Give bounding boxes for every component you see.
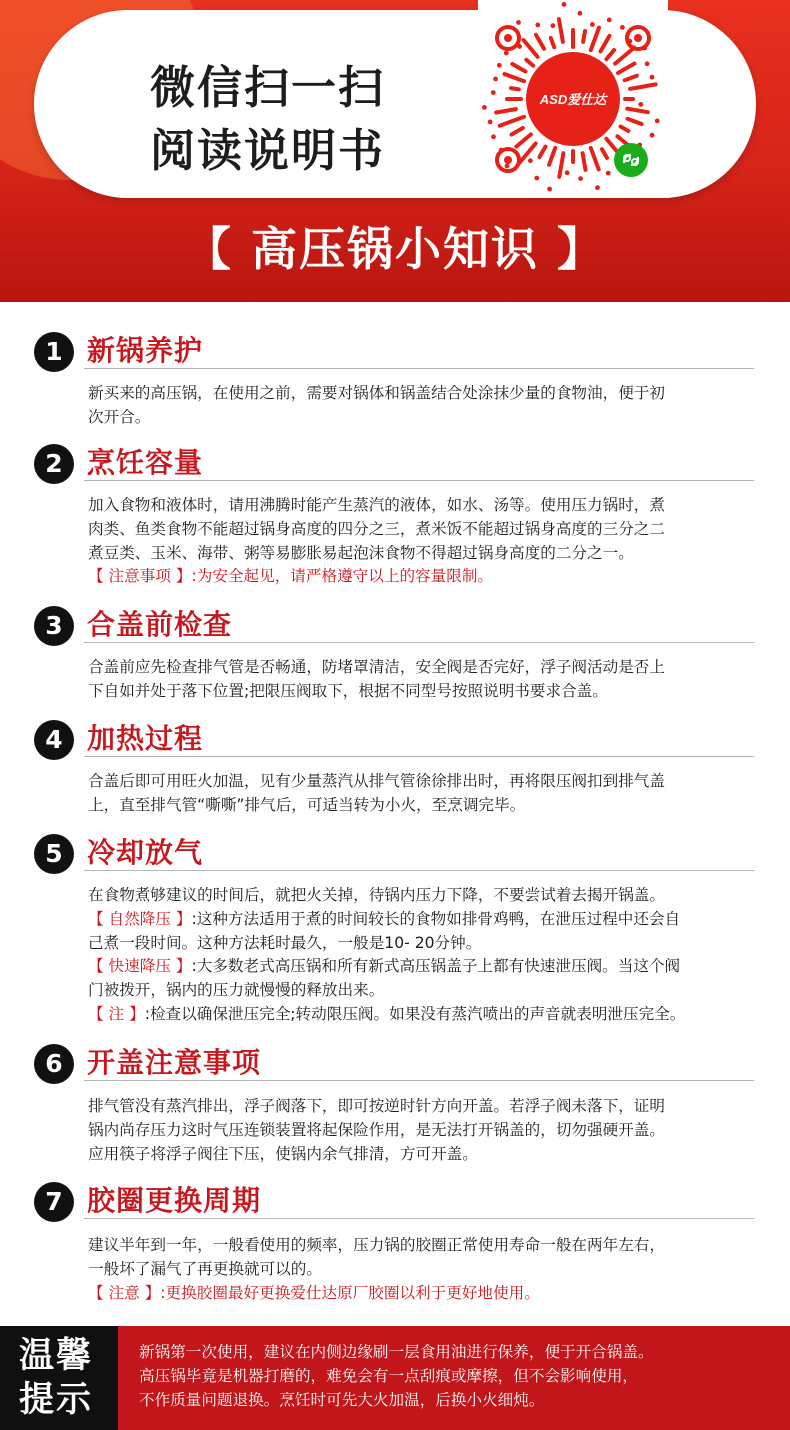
body-line: 锅内尚存压力这时气压连锁装置将起保险作用，是无法打开锅盖的，切勿强硬开盖。	[88, 1120, 665, 1139]
qr-ray	[549, 148, 555, 165]
body-line: 煮豆类、玉米、海带、粥等易膨胀易起泡沫食物不得超过锅身高度的二分之一。	[88, 543, 634, 562]
qr-ray	[621, 127, 629, 132]
body-line: 加入食物和液体时，请用沸腾时能产生蒸汽的液体，如水、汤等。使用压力锅时，煮	[88, 496, 665, 514]
note-text: :更换胶圈最好更换爱仕达原厂胶圈以利于更好地使用。	[160, 1283, 540, 1302]
qr-dot	[595, 185, 600, 190]
qr-dot	[578, 176, 583, 181]
note-label: 【 注 】	[88, 1004, 145, 1023]
qr-dot	[488, 120, 493, 125]
qr-dot	[655, 119, 660, 124]
note-label: 【 注意事项 】	[88, 567, 192, 586]
qr-ray	[512, 64, 525, 72]
qr-dot	[645, 61, 650, 66]
qr-dot	[638, 102, 643, 107]
section-number-badge: 6	[34, 1044, 74, 1084]
section-divider	[84, 1080, 754, 1081]
qr-dot	[528, 158, 533, 163]
body-line: 新买来的高压锅，在使用之前，需要对锅体和锅盖结合处涂抹少量的食物油，便于初	[88, 384, 665, 402]
section-body	[88, 382, 768, 430]
note-label: 【 注意 】	[88, 1283, 161, 1302]
qr-ray	[551, 38, 554, 47]
qr-ray	[602, 149, 607, 158]
section-title: 加热过程	[87, 722, 204, 755]
qr-logo-text: ASD爱仕达	[539, 92, 607, 107]
note-label: 【 自然降压 】	[88, 909, 192, 928]
mini-program-code[interactable]	[478, 0, 668, 198]
section-body	[88, 884, 768, 1027]
section-divider	[84, 368, 754, 369]
qr-ray	[526, 60, 533, 66]
note-line	[88, 955, 768, 979]
scan-prompt-line2: 阅读说明书	[150, 124, 386, 177]
qr-ray	[524, 40, 538, 57]
section-number-badge: 3	[34, 606, 74, 646]
note-line	[88, 908, 768, 932]
qr-dot	[620, 25, 625, 30]
qr-locator-dot	[634, 34, 642, 42]
section-title: 合盖前检查	[87, 608, 233, 641]
warm-tips-label-line2: 提示	[19, 1380, 94, 1420]
warm-tips-footer	[0, 1326, 790, 1430]
body-line: 下自如并处于落下位置;把限压阀取下，根据不同型号按照说明书要求合盖。	[88, 681, 608, 700]
note-line	[88, 1282, 768, 1306]
qr-ray	[496, 109, 516, 112]
section-number-badge: 2	[34, 444, 74, 484]
qr-ray	[606, 50, 614, 59]
body-line: 排气管没有蒸汽排出，浮子阀落下，即可按逆时针方向开盖。若浮子阀未落下，证明	[88, 1097, 665, 1115]
tip-line: 新锅第一次使用，建议在内侧边缘刷一层食用油进行保养，便于开合锅盖。	[139, 1343, 654, 1361]
qr-dot	[504, 51, 509, 56]
qr-dot	[493, 77, 498, 82]
section-number-badge: 7	[34, 1182, 74, 1222]
section-title: 开盖注意事项	[87, 1046, 262, 1079]
note-text: :这种方法适用于煮的时间较长的食物如排骨鸡鸭，在泄压过程中还会自	[191, 909, 681, 928]
qr-ray	[615, 48, 634, 64]
page-title: 【 高压锅小知识 】	[184, 222, 606, 276]
qr-dot	[491, 90, 496, 95]
qr-dot	[505, 164, 510, 169]
scan-prompt-line1: 微信扫一扫	[150, 61, 386, 114]
qr-ray	[536, 35, 544, 49]
body-line: 次开合。	[88, 407, 151, 426]
section-divider	[84, 642, 754, 643]
note-text: :检查以确保泄压完全;转动限压阀。如果没有蒸汽喷出的声音就表明泄压完全。	[144, 1004, 686, 1023]
section-divider	[84, 756, 754, 757]
note-line	[88, 1003, 768, 1027]
body-line: 上，直至排气管“嘶嘶”排气后，可适当转为小火，至烹调完毕。	[88, 795, 526, 814]
qr-dot	[482, 105, 487, 110]
body-line: 肉类、鱼类食物不能超过锅身高度的四分之三，煮米饭不能超过锅身高度的三分之二	[88, 519, 665, 538]
qr-ray	[559, 153, 563, 177]
tip-line: 不作质量问题退换。烹饪时可先大火加温，后换小火细炖。	[139, 1391, 545, 1409]
section-divider	[84, 480, 754, 481]
section-body	[88, 656, 768, 704]
body-line: 己煮一段时间。这种方法耗时最久，一般是10- 20分钟。	[88, 933, 482, 952]
qr-ray	[618, 64, 635, 74]
section-divider	[84, 870, 754, 871]
qr-dot	[562, 2, 567, 7]
qr-ray	[628, 119, 642, 124]
qr-ray	[606, 139, 616, 151]
qr-dot	[565, 170, 570, 175]
mini-program-icon	[614, 143, 648, 177]
section-number-badge: 5	[34, 834, 74, 874]
note-label: 【 快速降压 】	[88, 957, 192, 976]
qr-ray	[511, 88, 519, 89]
mini-program-code-graphic	[478, 0, 668, 198]
qr-ray	[500, 117, 524, 126]
qr-ray	[625, 76, 637, 81]
body-line: 建议半年到一年，一般看使用的频率，压力锅的胶圈正常使用寿命一般在两年左右，	[88, 1236, 665, 1254]
section-body	[88, 1234, 768, 1305]
qr-dot	[578, 11, 583, 16]
header-banner	[0, 0, 790, 302]
qr-ray	[583, 153, 586, 170]
note-text: :大多数老式高压锅和所有新式高压锅盖子上都有快速泄压阀。当这个阀	[191, 957, 681, 976]
qr-dot	[535, 23, 540, 28]
qr-ray	[630, 84, 656, 89]
qr-ray	[583, 31, 585, 42]
qr-dot	[590, 22, 595, 27]
qr-dot	[497, 63, 502, 68]
section-divider	[84, 1218, 754, 1219]
section-body	[88, 770, 768, 818]
warm-tips-text	[139, 1340, 784, 1412]
qr-ray	[601, 36, 610, 52]
qr-ray	[559, 19, 563, 42]
qr-ray	[540, 147, 546, 157]
qr-ray	[504, 74, 524, 81]
section-body	[88, 1095, 768, 1166]
section-number-badge: 4	[34, 720, 74, 760]
body-line: 应用筷子将浮子阀往下压，使锅内余气排清，方可开盖。	[88, 1144, 478, 1163]
body-line: 一般坏了漏气了再更换就可以的。	[88, 1259, 322, 1278]
qr-locator-dot	[504, 34, 512, 42]
qr-ray	[591, 28, 599, 50]
body-line: 在食物煮够建议的时间后，就把火关掉，待锅内压力下降，不要尝试着去揭开锅盖。	[88, 886, 665, 904]
section-title: 烹饪容量	[87, 446, 204, 479]
section-number-badge: 1	[34, 332, 74, 372]
body-line: 门被拨开，锅内的压力就慢慢的释放出来。	[88, 981, 385, 1000]
qr-dot	[606, 171, 611, 176]
section-title: 冷却放气	[87, 836, 204, 869]
qr-dot	[534, 176, 539, 181]
qr-dot	[650, 75, 655, 80]
qr-ray	[591, 148, 599, 170]
note-line	[88, 565, 768, 589]
qr-dot	[550, 23, 555, 28]
section-body	[88, 494, 768, 589]
qr-dot	[607, 18, 612, 23]
tip-line: 高压锅毕竟是机器打磨的，难免会有一点刮痕或摩擦，但不会影响使用，	[139, 1367, 639, 1385]
qr-dot	[650, 133, 655, 138]
qr-ray	[627, 109, 648, 113]
section-title: 胶圈更换周期	[87, 1184, 262, 1217]
note-text: :为安全起见，请严格遵守以上的容量限制。	[191, 567, 494, 586]
qr-ray	[516, 134, 531, 146]
warm-tips-label	[0, 1326, 118, 1430]
warm-tips-label-line1: 温馨	[19, 1336, 94, 1376]
qr-dot	[491, 134, 496, 139]
section-title: 新锅养护	[87, 334, 204, 367]
body-line: 合盖前应先检查排气管是否畅通，防堵罩清洁，安全阀是否完好，浮子阀活动是否上	[88, 658, 665, 676]
qr-dot	[516, 20, 521, 25]
qr-locator-dot	[504, 156, 512, 164]
qr-ray	[520, 143, 536, 162]
qr-ray	[512, 128, 523, 135]
qr-dot	[547, 187, 552, 192]
body-line: 合盖后即可用旺火加温，见有少量蒸汽从排气管徐徐排出时，再将限压阀扣到排气盖	[88, 772, 665, 790]
